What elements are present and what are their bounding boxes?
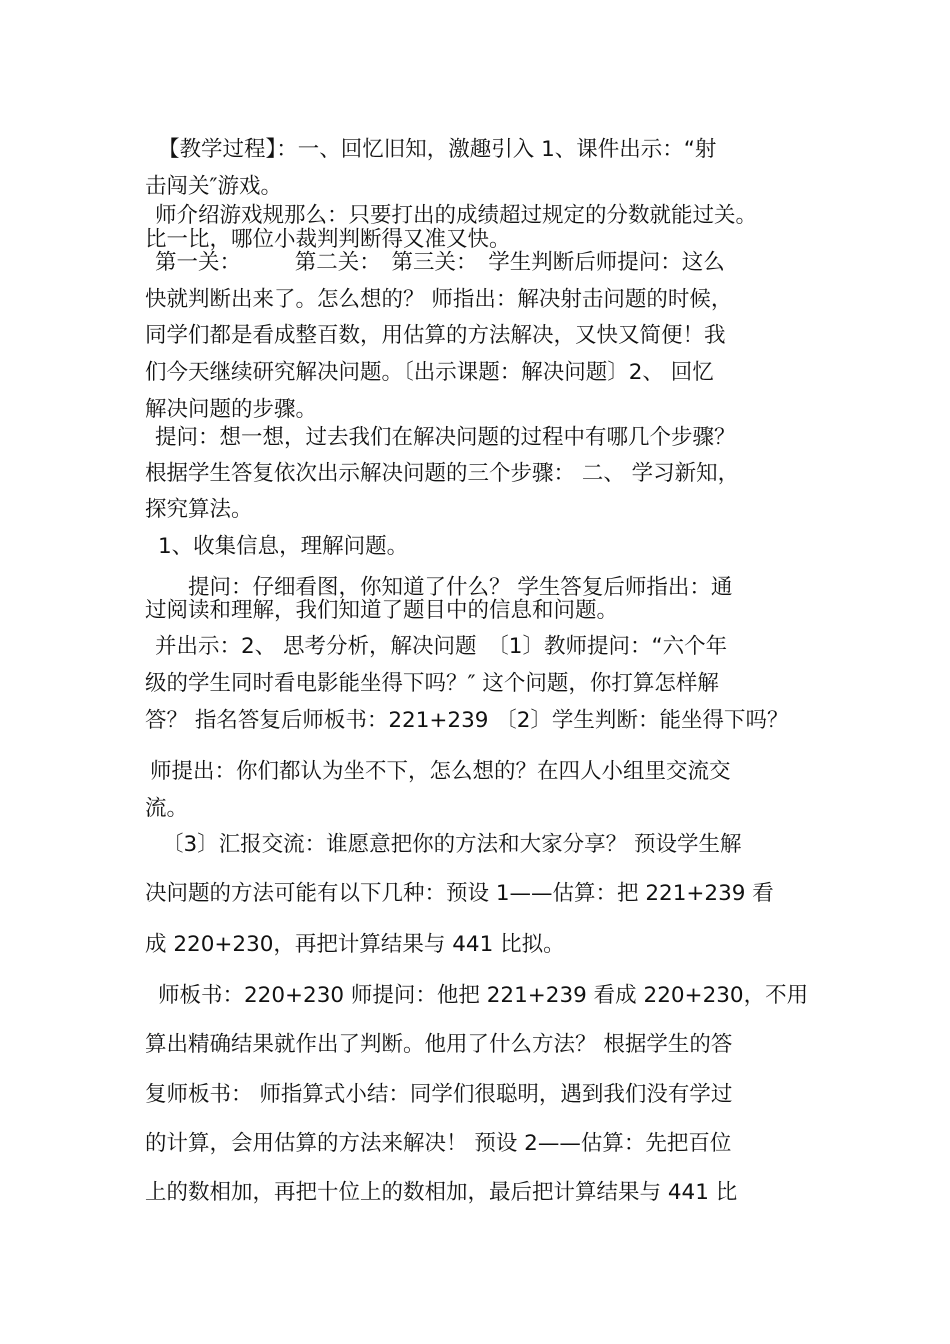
text-line: 击闯关″游戏。: [145, 174, 283, 199]
text-line: 解决问题的步骤。: [145, 397, 318, 422]
text-line: 比一比，哪位小裁判判断得又准又快。: [145, 227, 511, 252]
text-line: 并出示：2、 思考分析，解决问题 〔1〕教师提问：“六个年: [155, 634, 728, 659]
text-line: 〔3〕汇报交流：谁愿意把你的方法和大家分享？ 预设学生解: [162, 832, 742, 857]
text-line: 级的学生同时看电影能坐得下吗？″ 这个问题，你打算怎样解: [145, 671, 719, 696]
text-line: 【教学过程】：一、回忆旧知，激趣引入 1、课件出示：“射: [158, 137, 717, 162]
text-line: 过阅读和理解，我们知道了题目中的信息和问题。: [145, 598, 619, 623]
text-line: 提问：想一想，过去我们在解决问题的过程中有哪几个步骤？: [155, 425, 736, 450]
text-line: 第一关： 第二关： 第三关： 学生判断后师提问：这么: [155, 250, 725, 275]
text-line: 根据学生答复依次出示解决问题的三个步骤： 二、 学习新知，: [145, 461, 740, 486]
text-line: 同学们都是看成整百数，用估算的方法解决，又快又简便！我: [145, 323, 726, 348]
text-line: 1、收集信息，理解问题。: [158, 534, 409, 559]
text-line: 复师板书： 师指算式小结：同学们很聪明，遇到我们没有学过: [145, 1082, 733, 1107]
text-line: 的计算，会用估算的方法来解决！ 预设 2——估算：先把百位: [145, 1131, 732, 1156]
text-line: 师板书：220+230 师提问：他把 221+239 看成 220+230，不用: [158, 983, 809, 1008]
text-line: 答？ 指名答复后师板书：221+239 〔2〕学生判断：能坐得下吗？: [145, 708, 789, 733]
text-line: 师提出：你们都认为坐不下，怎么想的？在四人小组里交流交: [150, 759, 731, 784]
text-line: 流。: [145, 796, 189, 821]
text-line: 算出精确结果就作出了判断。他用了什么方法？ 根据学生的答: [145, 1032, 733, 1057]
text-line: 师介绍游戏规那么：只要打出的成绩超过规定的分数就能过关。: [155, 203, 758, 228]
text-line: 提问：仔细看图，你知道了什么？ 学生答复后师指出：通: [188, 575, 733, 600]
text-line: 探究算法。: [145, 497, 253, 522]
text-line: 决问题的方法可能有以下几种：预设 1——估算：把 221+239 看: [145, 881, 774, 906]
text-line: 成 220+230，再把计算结果与 441 比拟。: [145, 932, 565, 957]
text-line: 们今天继续研究解决问题。〔出示课题：解决问题〕2、 回忆: [145, 360, 714, 385]
text-line: 快就判断出来了。怎么想的？ 师指出：解决射击问题的时候，: [145, 287, 733, 312]
text-line: 上的数相加，再把十位上的数相加，最后把计算结果与 441 比: [145, 1180, 738, 1205]
